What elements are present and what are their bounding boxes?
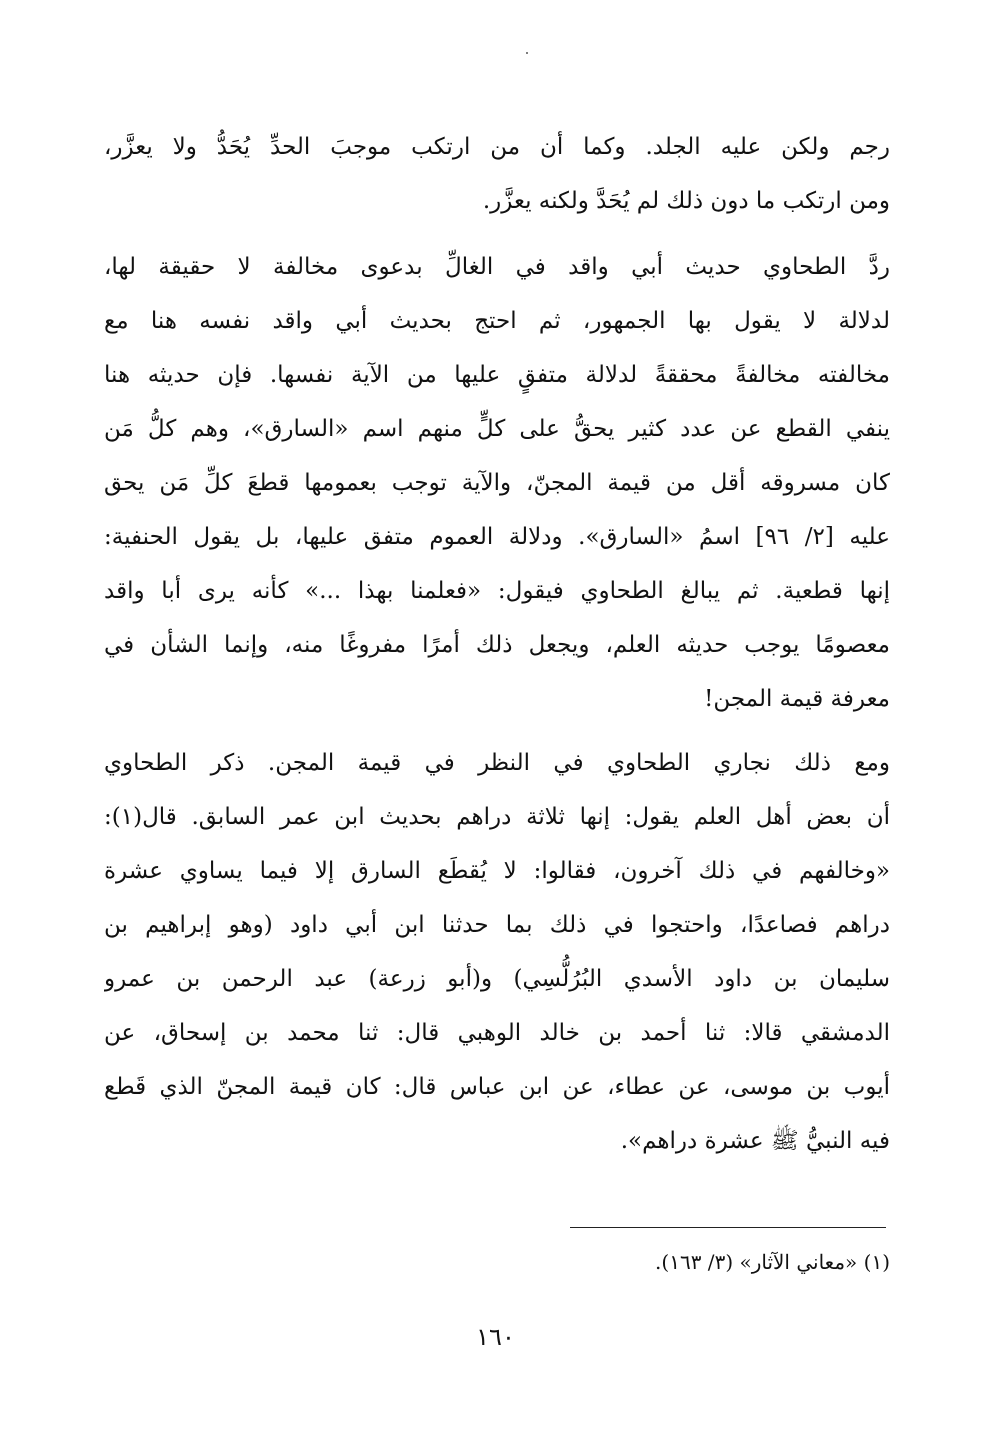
footnote-divider (570, 1227, 886, 1228)
text-line: ينفي القطع عن عدد كثير يحقُّ على كلٍّ منهم اسم «السارق»، وهم كلُّ مَن (104, 416, 890, 442)
text-line: كان مسروقه أقل من قيمة المجنّ، والآية توجب بعمومها قطعَ كلِّ مَن يحق (104, 470, 890, 496)
page-number: ١٦٠ (476, 1323, 515, 1351)
text-line: أيوب بن موسى، عن عطاء، عن ابن عباس قال: كان قيمة المجنّ الذي قَطع (104, 1074, 890, 1100)
text-line: مخالفته مخالفةً محققةً لدلالة متفقٍ عليها من الآية نفسها. فإن حديثه هنا (104, 362, 890, 388)
text-line: عليه [٢/ ٩٦] اسمُ «السارق». ودلالة العموم متفق عليها، بل يقول الحنفية: (104, 524, 890, 550)
paragraph-3 (104, 736, 890, 1168)
text-line: ردَّ الطحاوي حديث أبي واقد في الغالِّ بدعوى مخالفة لا حقيقة لها، (104, 254, 890, 280)
text-line: فيه النبيُّ ﷺ عشرة دراهم». (620, 1128, 890, 1154)
text-line: لدلالة لا يقول بها الجمهور، ثم احتج بحديث أبي واقد نفسه هنا مع (104, 308, 890, 334)
text-line: ومع ذلك نجاري الطحاوي في النظر في قيمة المجن. ذكر الطحاوي (104, 750, 890, 776)
text-line: أن بعض أهل العلم يقول: إنها ثلاثة دراهم بحديث ابن عمر السابق. قال(١): (104, 804, 890, 830)
text-line: رجم ولكن عليه الجلد. وكما أن من ارتكب موجبَ الحدِّ يُحَدُّ ولا يعزَّر، (104, 134, 890, 160)
text-line: معصومًا يوجب حديثه العلم، ويجعل ذلك أمرًا مفروغًا منه، وإنما الشأن في (104, 632, 890, 658)
text-line: «وخالفهم في ذلك آخرون، فقالوا: لا يُقطَع السارق إلا فيما يساوي عشرة (104, 858, 890, 884)
text-line: إنها قطعية. ثم يبالغ الطحاوي فيقول: «فعلمنا بهذا ...» كأنه يرى أبا واقد (104, 578, 890, 604)
text-line: سليمان بن داود الأسدي البُرُلُّسِي) و(أبو زرعة) عبد الرحمن بن عمرو (104, 966, 890, 992)
text-line: الدمشقي قالا: ثنا أحمد بن خالد الوهبي قال: ثنا محمد بن إسحاق، عن (104, 1020, 890, 1046)
text-line: دراهم فصاعدًا، واحتجوا في ذلك بما حدثنا ابن أبي داود (وهو إبراهيم بن (104, 912, 890, 938)
paragraph-2 (104, 240, 890, 726)
text-line: ومن ارتكب ما دون ذلك لم يُحَدَّ ولكنه يعزَّر. (482, 188, 890, 214)
scan-speck (526, 52, 528, 54)
footnote: (١) «معاني الآثار» (٣/ ١٦٣). (655, 1250, 890, 1274)
paragraph-1 (104, 120, 890, 228)
text-line: معرفة قيمة المجن! (704, 686, 890, 712)
